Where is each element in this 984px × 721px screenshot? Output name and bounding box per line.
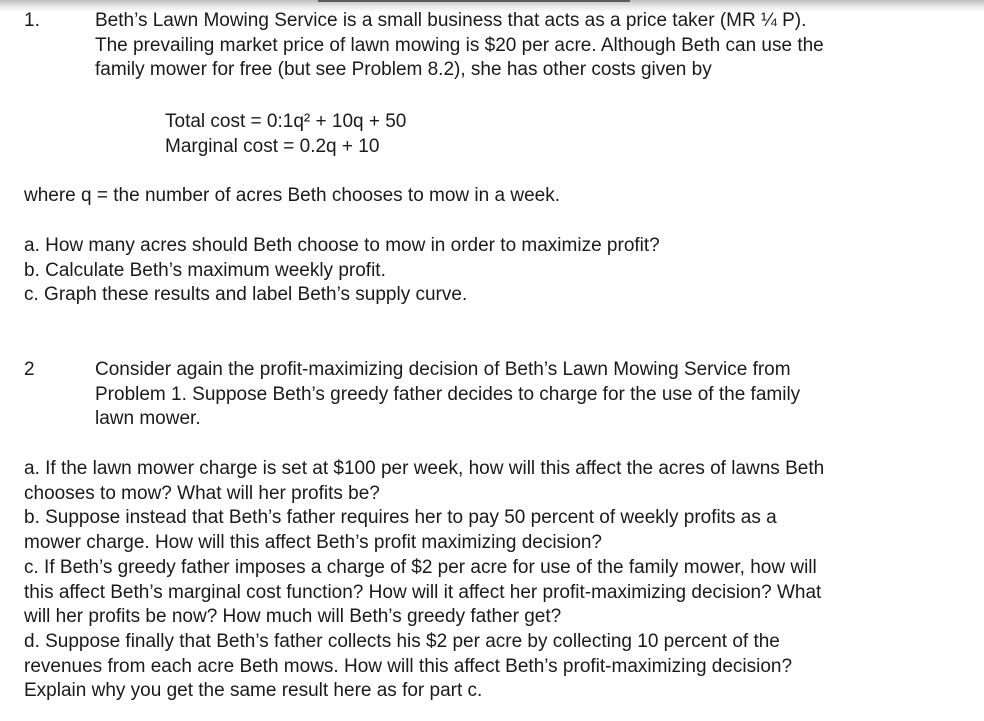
question-a: a. How many acres should Beth choose to mow in order to maximize profit? — [24, 235, 660, 256]
problem-2-intro-line: lawn mower. — [95, 408, 201, 429]
question-line: a. If the lawn mower charge is set at $100 per week, how will this affect the acres of lawns Beth — [24, 458, 825, 479]
question-line: mower charge. How will this affect Beth’s profit maximizing decision? — [24, 532, 602, 554]
question-line: d. Suppose finally that Beth’s father collects his $2 per acre by collecting 10 percent of the — [24, 630, 780, 652]
question-line: this affect Beth’s marginal cost function? How will it affect her profit-maximizing decision? What — [24, 581, 822, 603]
top-divider — [318, 0, 630, 2]
problem-1-intro-line: family mower for free (but see Problem 8.2), she has other costs given by — [95, 59, 712, 80]
problem-1-number: 1. — [24, 10, 40, 31]
question-line: will her profits be now? How much will Beth’s greedy father get? — [24, 606, 562, 628]
problem-2-questions — [24, 457, 964, 704]
question-line: c. If Beth’s greedy father imposes a charge of $2 per acre for use of the family mower, how will — [24, 556, 817, 578]
problem-1-intro-line: Beth’s Lawn Mowing Service is a small business that acts as a price taker (MR ¼ P). — [95, 10, 807, 31]
where-line: where q = the number of acres Beth chooses to mow in a week. — [24, 185, 560, 206]
problem-2-number: 2 — [24, 359, 35, 380]
question-line: chooses to mow? What will her profits be? — [24, 482, 380, 504]
problem-1-questions — [24, 234, 964, 308]
total-cost-formula: Total cost = 0:1q² + 10q + 50 — [165, 111, 407, 132]
problem-1-intro — [95, 9, 975, 83]
question-line: Explain why you get the same result here as for part c. — [24, 680, 483, 702]
problem-2-intro-line: Consider again the profit-maximizing decision of Beth’s Lawn Mowing Service from — [95, 359, 791, 380]
question-line: revenues from each acre Beth mows. How will this affect Beth’s profit-maximizing decision? — [24, 655, 793, 677]
problem-2-intro — [95, 358, 975, 432]
question-b: b. Calculate Beth’s maximum weekly profit. — [24, 259, 386, 281]
question-c: c. Graph these results and label Beth’s supply curve. — [24, 284, 468, 306]
question-line: b. Suppose instead that Beth’s father requires her to pay 50 percent of weekly profits as a — [24, 507, 777, 529]
problem-2-intro-line: Problem 1. Suppose Beth’s greedy father decides to charge for the use of the family — [95, 383, 801, 405]
cost-formulas — [165, 110, 406, 159]
problem-1-intro-line: The prevailing market price of lawn mowing is $20 per acre. Although Beth can use the — [95, 34, 824, 56]
marginal-cost-formula: Marginal cost = 0.2q + 10 — [165, 135, 380, 157]
where-definition — [24, 184, 964, 209]
